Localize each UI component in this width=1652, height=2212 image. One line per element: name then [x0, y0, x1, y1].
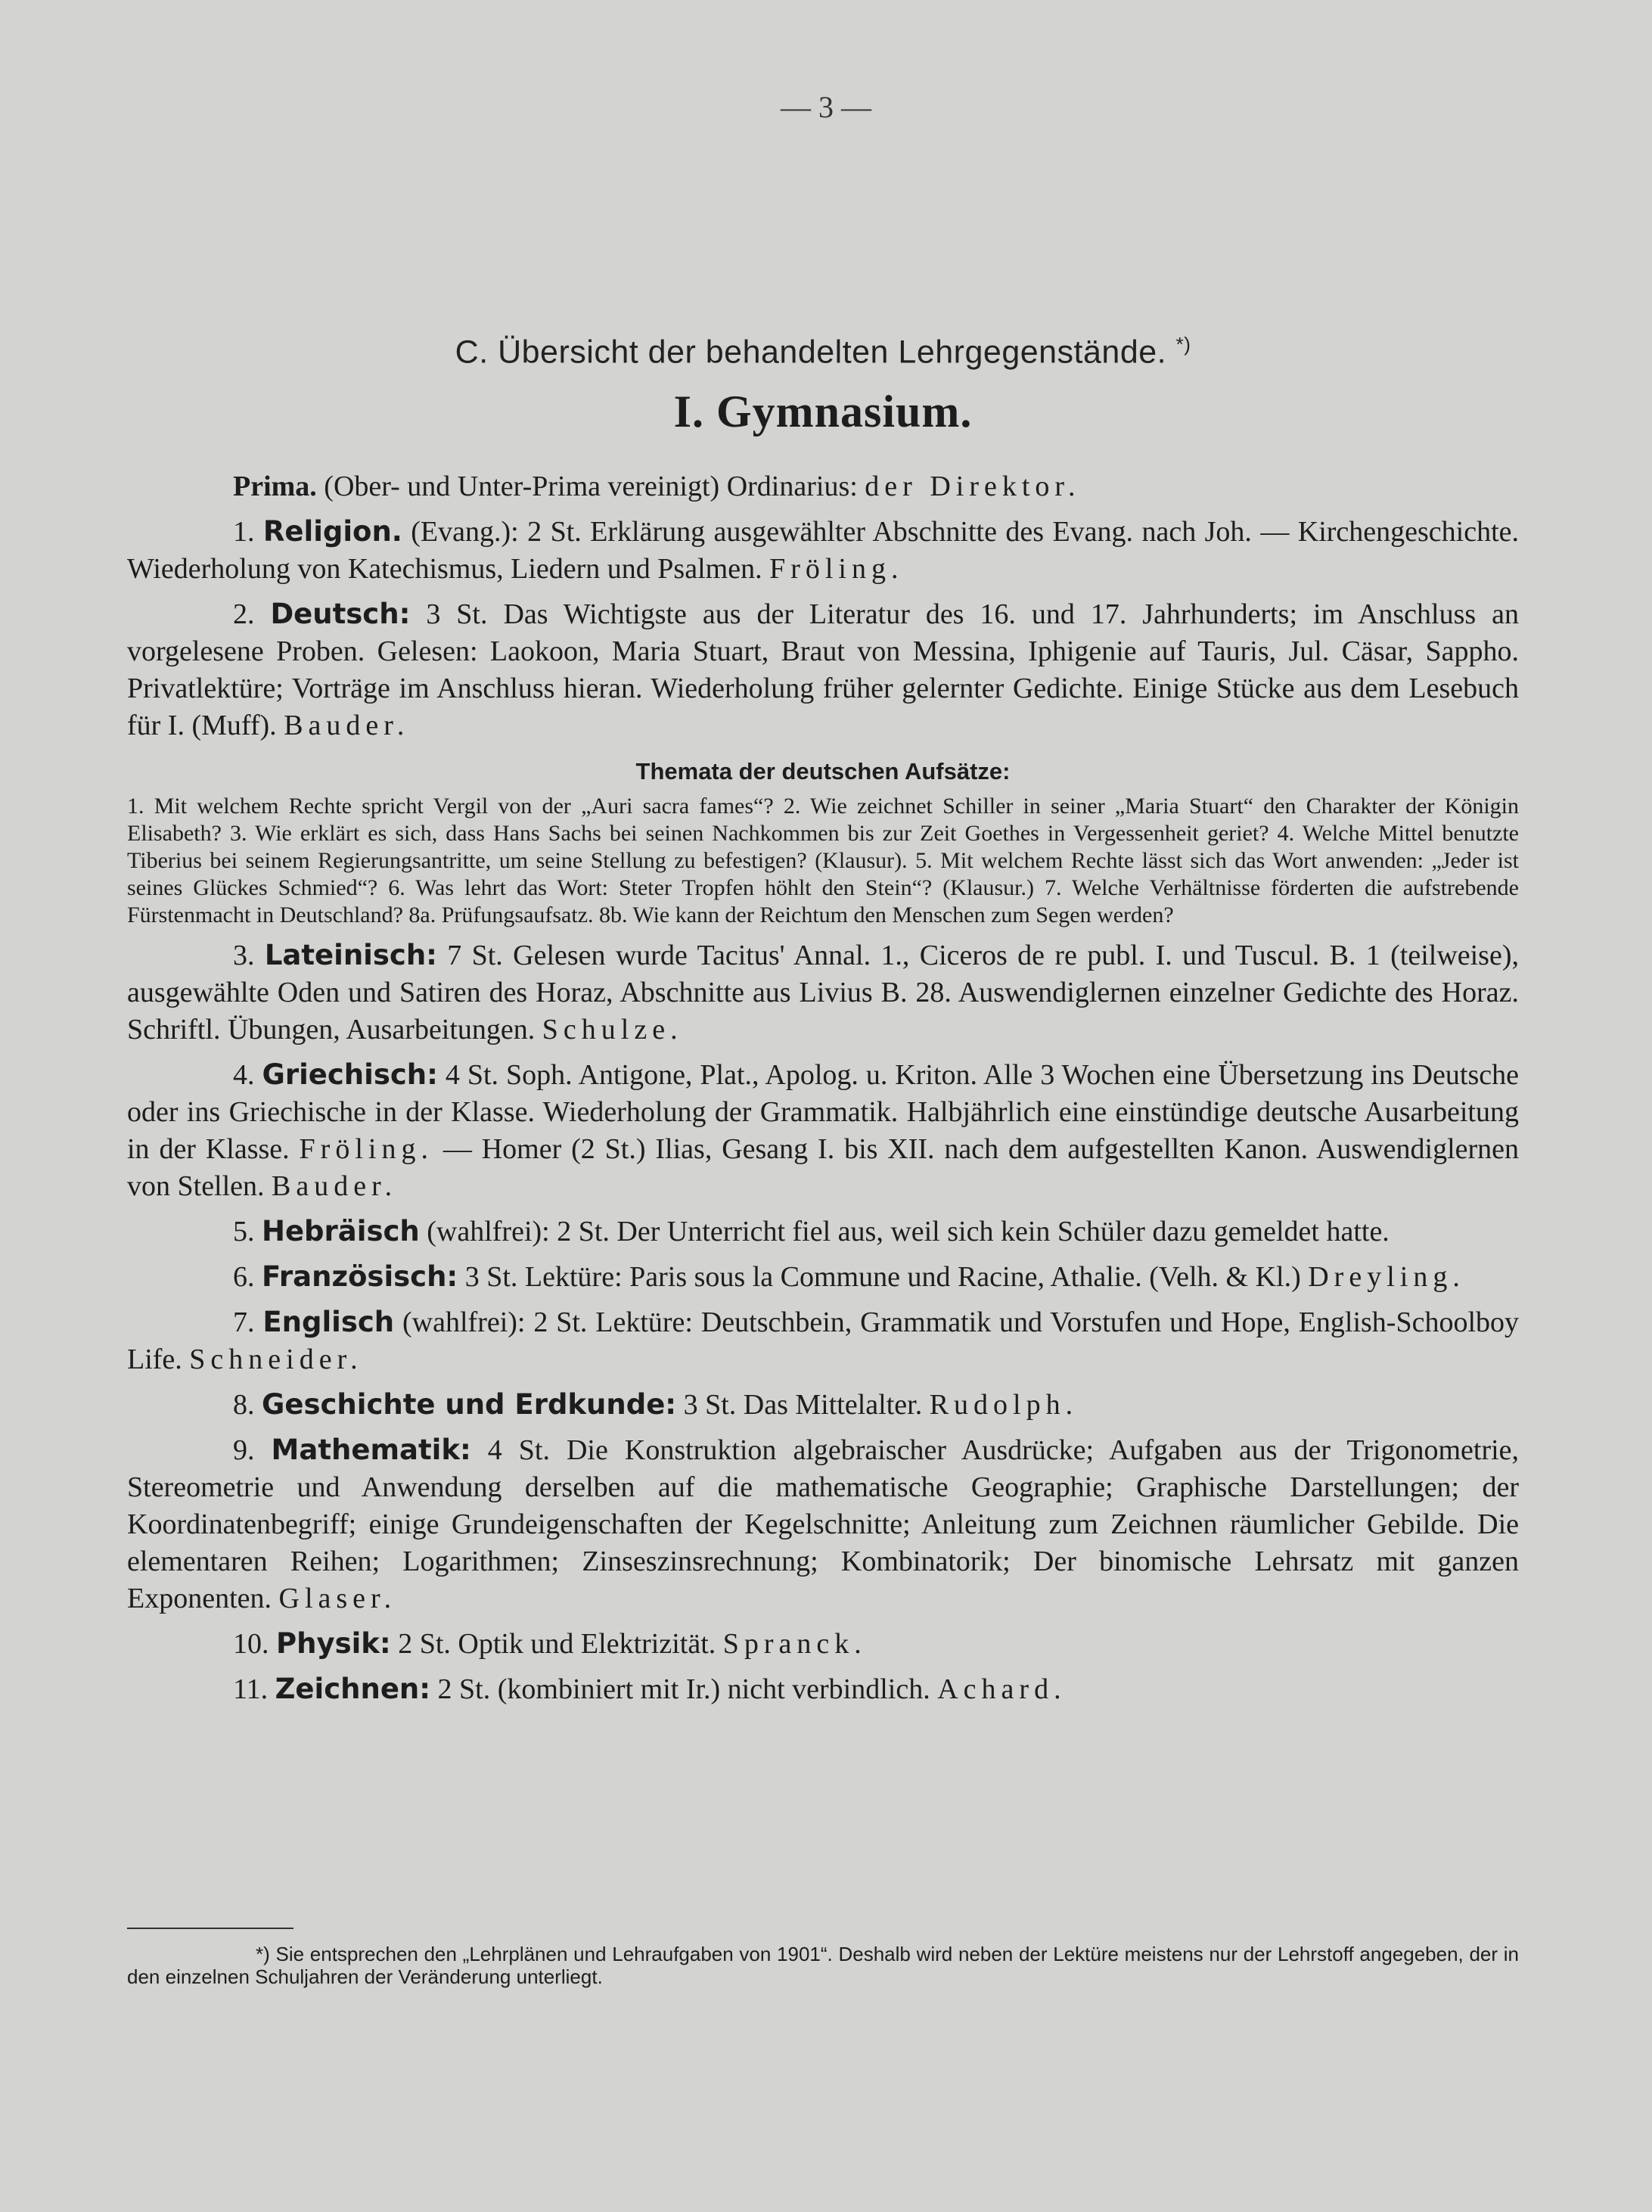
section-heading-c-text: C. Übersicht der behandelten Lehrgegenstände. — [455, 334, 1167, 371]
subject-teacher: Dreyling. — [1308, 1261, 1465, 1294]
subject-text: 3 St. Das Wichtigste aus der Literatur des 16. und 17. Jahrhunderts; im Anschluss an vorgelesene Proben. Gelesen: Laokoon, Maria Stuart, Braut von Messina, Iphigenie auf Tauris, Jul. Cäsar, Sappho. Privatlektüre; Vorträge im Anschluss hieran. Wiederholung früher gelernter Gedichte. Einige Stücke aus dem Lesebuch für I. (Muff). — [127, 598, 1519, 742]
subject-name: Französisch: — [262, 1260, 458, 1294]
prima-label: Prima. — [233, 471, 317, 503]
subject-hebraeisch — [127, 1213, 1519, 1250]
subject-zeichnen — [127, 1670, 1519, 1708]
subject-geschichte — [127, 1386, 1519, 1424]
subject-text: 2 St. (kombiniert mit Ir.) nicht verbindlich. — [437, 1673, 930, 1706]
footnote-divider — [127, 1928, 293, 1929]
subject-teacher: Fröling. — [299, 1133, 433, 1166]
subject-text: (wahlfrei): 2 St. Lektüre: Deutschbein, Grammatik und Vorstufen und Hope, English-Schoolboy Life. — [127, 1306, 1520, 1376]
subject-number: 11. — [233, 1673, 269, 1706]
subject-name: Hebräisch — [262, 1215, 420, 1248]
subject-religion — [127, 513, 1519, 588]
subject-teacher: Schneider. — [189, 1344, 363, 1376]
subject-teacher: Schulze. — [542, 1014, 683, 1046]
subject-text: 4 St. Die Konstruktion algebraischer Ausdrücke; Aufgaben aus der Trigonometrie, Stereometrie und Anwendung derselben auf die mathematische Geographie; Graphische Darstellungen; der Koordinatenbegriff; einige Grundeigenschaften der Kegelschnitte; Anleitung zum Zeichnen räumlicher Gebilde. Die elementaren Reihen; Logarithmen; Zinseszinsrechnung; Kombinatorik; Der binomische Lehrsatz mit ganzen Exponenten. — [127, 1434, 1520, 1615]
subject-teacher-homer: Bauder. — [272, 1170, 398, 1203]
subject-text: (wahlfrei): 2 St. Der Unterricht fiel aus, weil sich kein Schüler dazu gemeldet hatte. — [427, 1216, 1390, 1248]
subject-mathematik — [127, 1431, 1519, 1617]
main-content — [127, 333, 1519, 1708]
subject-text: 4 St. Soph. Antigone, Plat., Apolog. u. Kriton. Alle 3 Wochen eine Übersetzung ins Deutsche oder ins Griechische in der Klasse. Wiederholung der Grammatik. Halbjährlich eine einstündige deutsche Ausarbeitung in der Klasse. — [127, 1059, 1519, 1166]
subject-number: 8. — [233, 1389, 255, 1421]
subject-text: 3 St. Lektüre: Paris sous la Commune und Racine, Athalie. (Velh. & Kl.) — [464, 1261, 1301, 1294]
subject-name: Lateinisch: — [264, 939, 437, 972]
subject-name: Englisch — [262, 1306, 395, 1339]
subject-teacher: Spranck. — [722, 1628, 867, 1661]
subject-deutsch — [127, 595, 1519, 744]
subject-text: 2 St. Optik und Elektrizität. — [398, 1628, 716, 1661]
subject-number: 7. — [233, 1306, 255, 1339]
subject-teacher: Glaser. — [278, 1583, 397, 1615]
section-heading-c — [127, 333, 1519, 371]
subject-name: Mathematik: — [271, 1434, 471, 1467]
themata-list: 1. Mit welchem Rechte spricht Vergil von der „Auri sacra fames“? 2. Wie zeichnet Schiller in seiner „Maria Stuart“ den Charakter der Königin Elisabeth? 3. Wie erklärt es sich, dass Hans Sachs bei seinen Nachkommen bis zur Zeit Goethes in Vergessenheit geriet? 4. Welche Mittel benutzte Tiberius bei seinem Regierungsantritte, um seine Stellung zu befestigen? (Klausur). 5. Mit welchem Rechte lässt sich das Wort anwenden: „Jeder ist seines Glückes Schmied“? 6. Was lehrt das Wort: Steter Tropfen höhlt den Stein“? (Klausur.) 7. Welche Verhältnisse förderten die aufstrebende Fürstenmacht in Deutschland? 8a. Prüfungsaufsatz. 8b. Wie kann der Reichtum den Menschen zum Segen werden? — [127, 794, 1519, 928]
subject-physik — [127, 1625, 1519, 1663]
subject-text: 7 St. Gelesen wurde Tacitus' Annal. 1., Ciceros de re publ. I. und Tuscul. B. 1 (teilweise), ausgewählte Oden und Satiren des Horaz, Abschnitte aus Livius B. 28. Auswendiglernen einzelner Gedichte des Horaz. Schriftl. Übungen, Ausarbeitungen. — [127, 940, 1519, 1046]
subject-englisch — [127, 1303, 1519, 1378]
subject-text: (Evang.): 2 St. Erklärung ausgewählter Abschnitte des Evang. nach Joh. — Kirchengeschichte. Wiederholung von Katechismus, Liedern und Psalmen. — [127, 516, 1520, 586]
subject-teacher: Achard. — [937, 1673, 1067, 1706]
subject-name: Geschichte und Erdkunde: — [262, 1388, 677, 1421]
section-heading-gymnasium: I. Gymnasium. — [673, 387, 973, 437]
subject-number: 3. — [233, 940, 255, 972]
subject-number: 9. — [233, 1434, 255, 1467]
subject-number: 2. — [233, 598, 255, 631]
subject-griechisch — [127, 1056, 1519, 1205]
subject-number: 4. — [233, 1059, 255, 1092]
subject-name: Religion. — [262, 515, 402, 548]
subject-text-homer: — Homer (2 St.) Ilias, Gesang I. bis XII. nach dem aufgestellten Kanon. Auswendiglernen von Stellen. — [127, 1133, 1520, 1203]
subject-name: Zeichnen: — [275, 1673, 431, 1706]
subject-teacher: Rudolph. — [929, 1389, 1079, 1421]
footnote: *) Sie entsprechen den „Lehrplänen und Lehraufgaben von 1901“. Deshalb wird neben der Lektüre meistens nur der Lehrstoff angegeben, der in den einzelnen Schuljahren der Veränderung unterliegt. — [127, 1943, 1519, 1988]
subject-lateinisch — [127, 937, 1519, 1049]
subject-number: 10. — [233, 1628, 269, 1661]
page-number: — 3 — — [781, 90, 871, 124]
prima-text: (Ober- und Unter-Prima vereinigt) Ordinarius: — [324, 471, 858, 503]
subject-teacher: Fröling. — [769, 553, 904, 586]
subject-number: 1. — [233, 516, 255, 548]
prima-paragraph — [127, 468, 1519, 505]
subject-name: Physik: — [276, 1627, 391, 1661]
footnote-marker: *) — [1175, 333, 1191, 356]
subject-number: 5. — [233, 1216, 255, 1248]
themata-heading: Themata der deutschen Aufsätze: — [635, 758, 1011, 785]
prima-ordinarius: der Direktor. — [865, 471, 1081, 503]
subject-text: 3 St. Das Mittelalter. — [683, 1389, 923, 1421]
subject-name: Griechisch: — [262, 1058, 438, 1092]
subject-franzoesisch — [127, 1258, 1519, 1296]
subject-teacher: Bauder. — [284, 710, 410, 742]
subject-name: Deutsch: — [270, 598, 411, 631]
subject-number: 6. — [233, 1261, 255, 1294]
